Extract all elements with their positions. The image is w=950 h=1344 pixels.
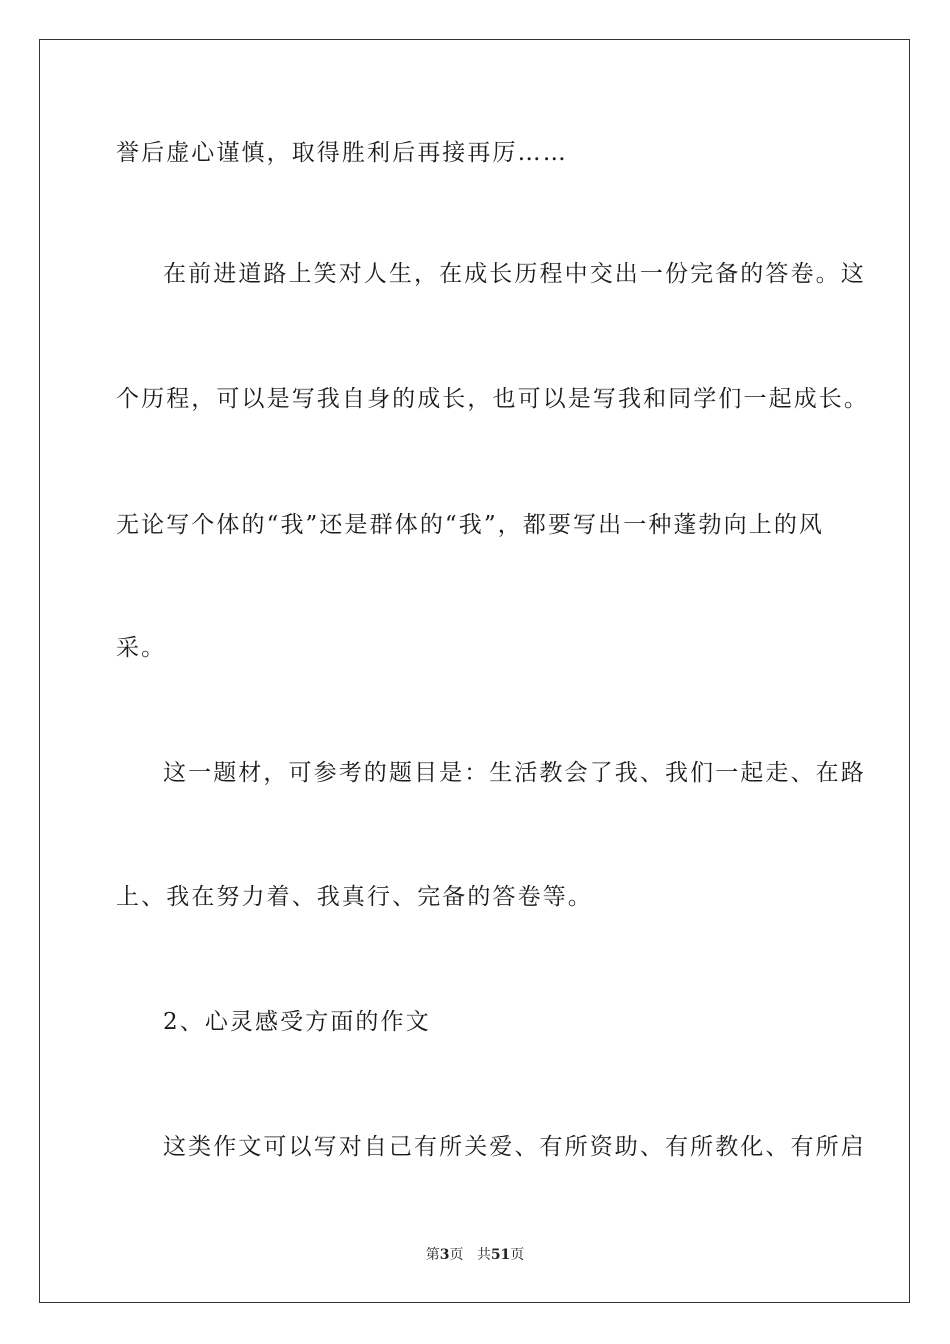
page-suffix: 页	[449, 1247, 464, 1263]
paragraph-line-3: 个历程，可以是写我自身的成长，也可以是写我和同学们一起成长。	[116, 386, 869, 412]
page-prefix: 第	[425, 1247, 440, 1263]
paragraph-line-4: 无论写个体的“我”还是群体的“我”，都要写出一种蓬勃向上的风	[116, 512, 825, 538]
text-line-1: 誉后虚心谨慎，取得胜利后再接再厉……	[116, 140, 568, 166]
section-heading: 2、心灵感受方面的作文	[163, 1009, 431, 1035]
page-number: 3	[439, 1247, 450, 1263]
paragraph-line-5: 采。	[116, 635, 167, 661]
page-border	[39, 39, 910, 1303]
paragraph-line-2: 在前进道路上笑对人生，在成长历程中交出一份完备的答卷。这	[163, 261, 866, 287]
total-suffix: 页	[510, 1247, 525, 1263]
paragraph-line-6: 这一题材，可参考的题目是：生活教会了我、我们一起走、在路	[163, 760, 866, 786]
page-footer	[0, 1246, 950, 1264]
paragraph-line-9: 这类作文可以写对自己有所关爱、有所资助、有所教化、有所启	[163, 1134, 866, 1160]
paragraph-line-7: 上、我在努力着、我真行、完备的答卷等。	[116, 884, 593, 910]
total-pages: 51	[490, 1247, 511, 1263]
total-prefix: 共	[476, 1247, 491, 1263]
